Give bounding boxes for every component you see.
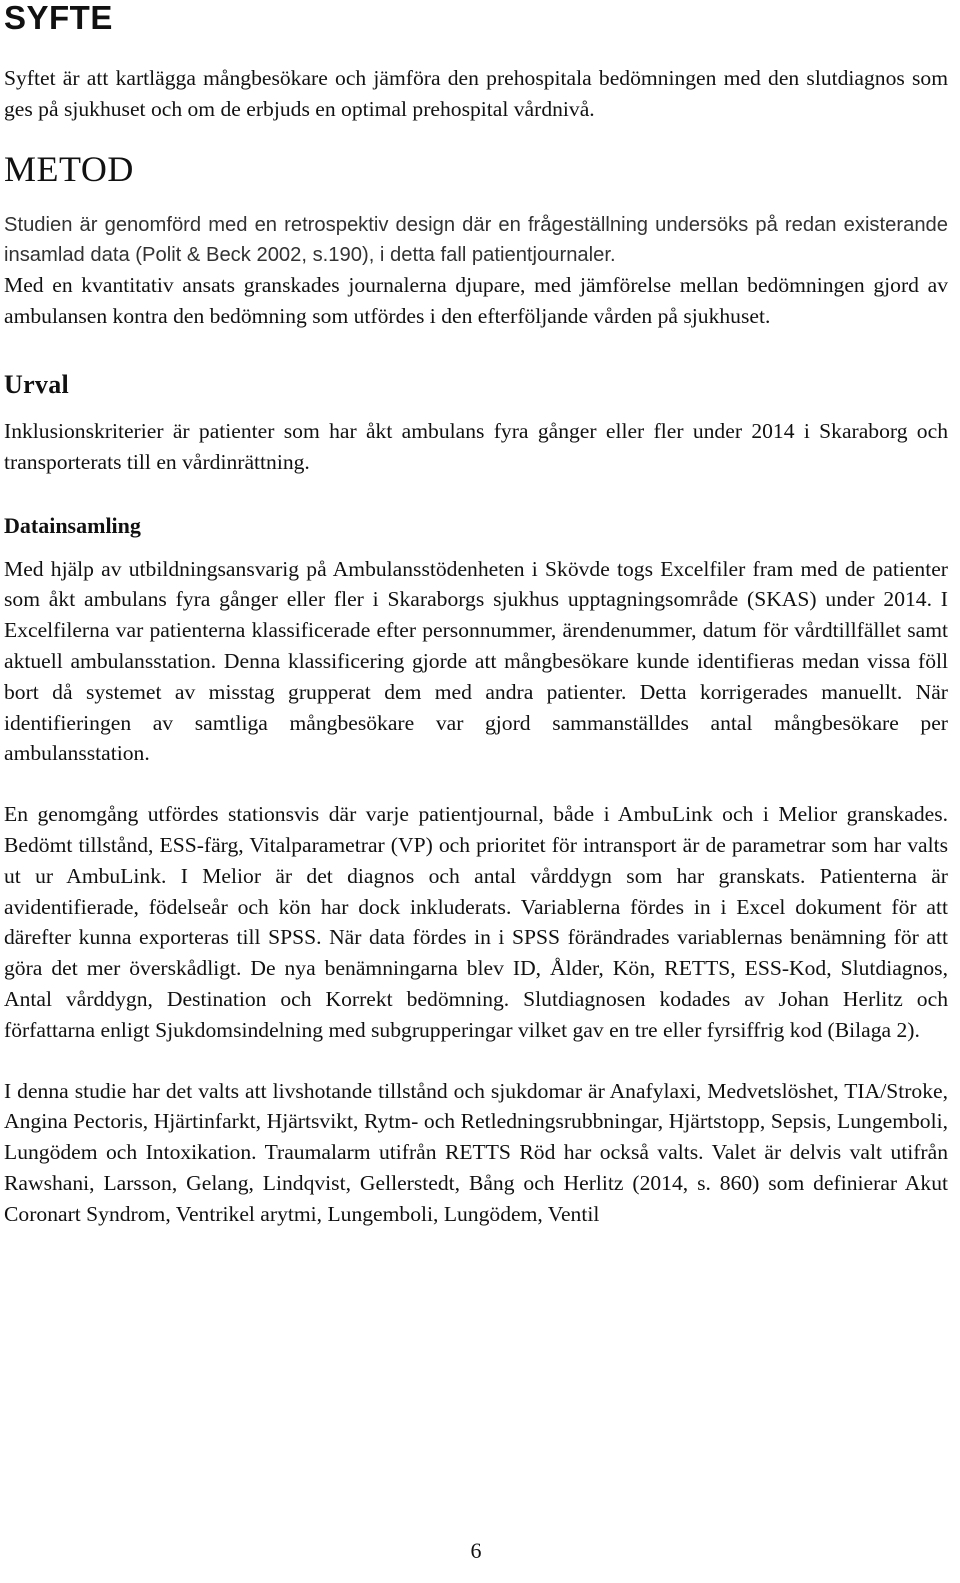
metod-paragraph: Med en kvantitativ ansats granskades journalerna djupare, med jämförelse mellan bedömningen gjord av ambulansen kontra den bedömning som utfördes i den efterföljande vården på sjukhuset.	[4, 273, 948, 329]
urval-paragraph: Inklusionskriterier är patienter som har åkt ambulans fyra gånger eller fler under 2014 i Skaraborg och transporterats till en vårdinrättning.	[4, 419, 948, 474]
datainsamling-paragraph-3: I denna studie har det valts att livshotande tillstånd och sjukdomar är Anafylaxi, Medvetslöshet, TIA/Stroke, Angina Pectoris, Hjärtinfarkt, Hjärtsvikt, Rytm- och Retledningsrubbningar, Hjärtstopp, Sepsis, Lungemboli, Lungödem och Intoxikation. Traumalarm utifrån RETTS Röd har också valts. Valet är delvis valt utifrån Rawshani, Larsson, Gelang, Lindqvist, Gellerstedt, Bång och Herlitz (2014, s. 860) som definierar Akut Coronart Syndrom, Ventrikel arytmi, Lungemboli, Lungödem, Ventil	[4, 1078, 948, 1226]
datainsamling-paragraph-1: Med hjälp av utbildningsansvarig på Ambulansstödenheten i Skövde togs Excelfiler fram med de patienter som åkt ambulans fyra gånger eller fler i Skaraborgs sjukhus upptagningsområde (SKAS) under 2014. I Excelfilerna var patienterna klassificerade efter personnummer, ärendenummer, datum för vårdtillfället samt aktuell ambulansstation. Denna klassificering gjorde att mångbesökare kunde identifieras medan vissa föll bort då systemet av misstag grupperat dem med andra patienter. Detta korrigerades manuellt. När identifieringen av samtliga mångbesökare var gjord sammanställdes antal mångbesökare per ambulansstation.	[4, 556, 948, 766]
heading-datainsamling: Datainsamling	[4, 512, 141, 538]
syfte-paragraph: Syftet är att kartlägga mångbesökare och jämföra den prehospitala bedömningen med den slutdiagnos som ges på sjukhuset och om de erbjuds en optimal prehospital vårdnivå.	[4, 66, 948, 121]
heading-metod: METOD	[4, 148, 134, 189]
document-page	[4, 0, 948, 1230]
heading-urval: Urval	[4, 370, 70, 399]
heading-syfte: SYFTE	[4, 0, 113, 36]
page-number: 6	[470, 1538, 482, 1563]
datainsamling-paragraph-2: En genomgång utfördes stationsvis där varje patientjournal, både i AmbuLink och i Melior granskades. Bedömt tillstånd, ESS-färg, Vitalparametrar (VP) och prioritet för intransport är de parametrar som har valts ut ur AmbuLink. I Melior är det diagnos och antal vårddygn som har granskats. Patienterna är avidentifierade, födelseår och kön har dock inkluderats. Variablerna fördes in i Excel dokument för att därefter kunna exporteras till SPSS. När data fördes in i SPSS förändrades variablernas benämning för att göra det mer överskådligt. De nya benämningarna blev ID, Ålder, Kön, RETTS, ESS-Kod, Slutdiagnos, Antal vårddygn, Destination och Korrekt bedömning. Slutdiagnosen kodades av Johan Herlitz och författarna enligt Sjukdomsindelning med subgrupperingar vilket gav en tre eller fyrsiffrig kod (Bilaga 2).	[4, 802, 948, 1042]
metod-paragraph-sans: Studien är genomförd med en retrospektiv design där en frågeställning undersöks på redan existerande insamlad data (Polit & Beck 2002, s.190), i detta fall patientjournaler.	[4, 213, 948, 266]
